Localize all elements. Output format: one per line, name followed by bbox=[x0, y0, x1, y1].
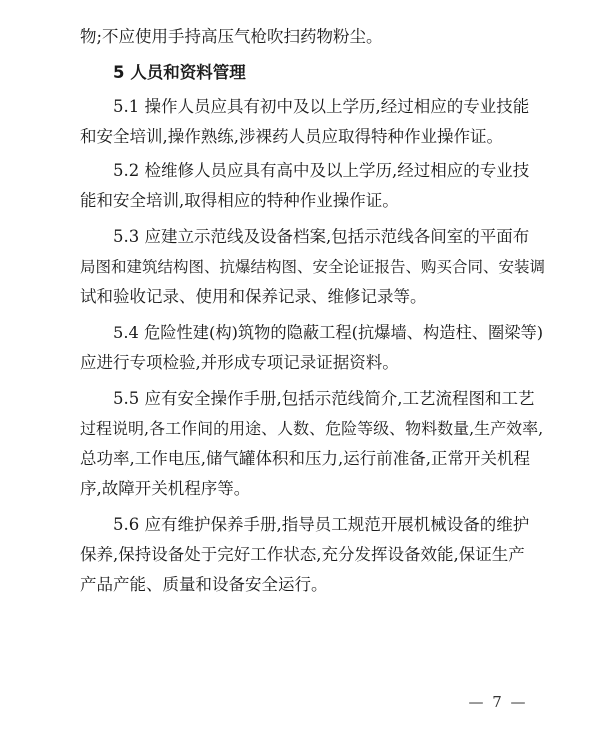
clause-5-3-line-3: 试和验收记录、使用和保养记录、维修记录等。 bbox=[80, 287, 427, 306]
clause-5-6-line-1: 5.6 应有维护保养手册,指导员工规范开展机械设备的维护 bbox=[113, 515, 530, 534]
clause-5-5-line-3: 总功率,工作电压,储气罐体积和压力,运行前准备,正常开关机程 bbox=[80, 449, 530, 468]
text-line-continuation: 物;不应使用手持高压气枪吹扫药物粉尘。 bbox=[80, 27, 383, 46]
section-heading-5: 5 人员和资料管理 bbox=[113, 63, 246, 82]
clause-5-5-line-4: 序,故障开关机程序等。 bbox=[80, 479, 251, 498]
clause-5-6-line-3: 产品产能、质量和设备安全运行。 bbox=[80, 575, 328, 594]
clause-5-4-line-2: 应进行专项检验,并形成专项记录证据资料。 bbox=[80, 353, 399, 372]
clause-5-6-line-2: 保养,保持设备处于完好工作状态,充分发挥设备效能,保证生产 bbox=[80, 545, 525, 564]
clause-5-4-line-1: 5.4 危险性建(构)筑物的隐蔽工程(抗爆墙、构造柱、圈梁等) bbox=[113, 323, 544, 342]
clause-5-5-line-2: 过程说明,各工作间的用途、人数、危险等级、物料数量,生产效率, bbox=[80, 419, 544, 438]
clause-5-2-line-2: 能和安全培训,取得相应的特种作业操作证。 bbox=[80, 191, 399, 210]
clause-5-1-line-1: 5.1 操作人员应具有初中及以上学历,经过相应的专业技能 bbox=[113, 97, 530, 116]
clause-5-1-line-2: 和安全培训,操作熟练,涉裸药人员应取得特种作业操作证。 bbox=[80, 127, 503, 146]
clause-5-5-line-1: 5.5 应有安全操作手册,包括示范线简介,工艺流程图和工艺 bbox=[113, 389, 535, 408]
clause-5-3-line-2: 局图和建筑结构图、抗爆结构图、安全论证报告、购买合同、安装调 bbox=[80, 258, 546, 276]
clause-5-2-line-1: 5.2 检维修人员应具有高中及以上学历,经过相应的专业技 bbox=[113, 161, 530, 180]
page-number: — 7 — bbox=[468, 693, 528, 711]
clause-5-3-line-1: 5.3 应建立示范线及设备档案,包括示范线各间室的平面布 bbox=[113, 227, 530, 246]
